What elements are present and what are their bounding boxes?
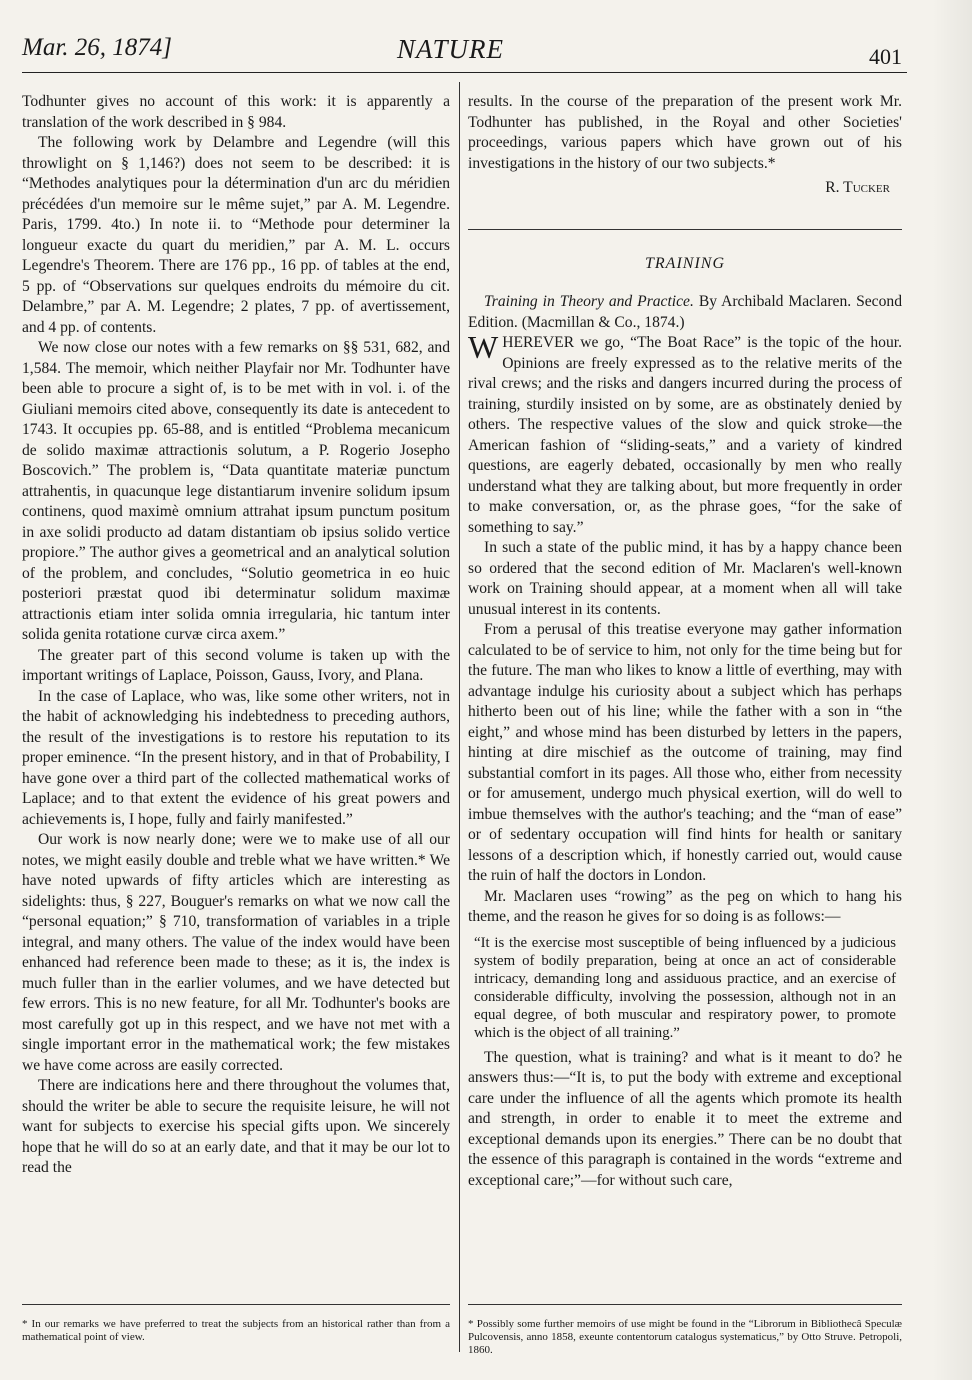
- journal-title: NATURE: [397, 34, 504, 64]
- paragraph: In such a state of the public mind, it has by a happy chance been so ordered that the second edition of Mr. Maclaren's well-known work on Training should appear, at a moment when all will take unusual interest in its contents.: [468, 539, 902, 618]
- drop-cap: W: [468, 329, 499, 365]
- paragraph: Todhunter gives no account of this work: it is apparently a translation of the work described in § 984.: [22, 93, 450, 131]
- paragraph: From a perusal of this treatise everyone may gather information calculated to be of service to him, not only for the time being but for the future. The man who likes to know a little of everthing, may with advantage indulge his curiosity about a subject which has perhaps hitherto been out of his line; while the father with a son in “the eight,” and whose mind has been disturbed by letters in the papers, hinting at dire mischief as the outcome of training, may find substantial comfort in its pages. All those who, either from necessity or for amusement, undergo much physical exertion, will do well to imbue themselves with the author's teaching; and the “man of ease” or of sedentary occupation will find hints for health or sanitary lessons of a description which, if honestly carried out, would cause the ruin of half the doctors in London.: [468, 621, 902, 884]
- left-column: [22, 92, 450, 1179]
- paragraph: There are indications here and there throughout the volumes that, should the writer be able to secure the requisite leisure, he will not want for subjects to exercise his special gifts upon. We sincerely hope that he will do so at an early date, and that it may be our lot to read the: [22, 1077, 450, 1176]
- paragraph: In the case of Laplace, who was, like some other writers, not in the habit of acknowledging his indebtedness to preceding authors, the result of the investigations is to restore his reputation to its proper eminence. “In the present history, and in that of Probability, I have gone over a third part of the collected mathematical works of Laplace; and to that extent the evidence of his great powers and achievements is, I hope, fully and fairly manifested.”: [22, 687, 450, 828]
- paragraph: The question, what is training? and what is it meant to do? he answers thus:—“It is, to put the body with extreme and exceptional care under the influence of all the agents which promote its health and strength, in order to enable it to meet the extreme and exceptional demands upon its energies.” There can be no doubt that the essence of this paragraph is contained in the words “extreme and exceptional care;”—for without such care,: [468, 1048, 902, 1189]
- paragraph: Our work is now nearly done; were we to make use of all our notes, we might easily double and treble what we have written.* We have noted upwards of fifty articles which are interesting as sidelights: thus, § 227, Bouguer's remarks on what we now call the “personal equation;” § 710, transformation of variables in a triple integral, and many others. The value of the index would have been enhanced had reference been made to these; as it is, the index is much fuller than in the earlier volumes, and we have detected but few errors. This is no new feature, for all Mr. Todhunter's books are most carefully got up in this respect, and we have not met with a single important error in the mathematical work; the few mistakes we have come across are easily corrected.: [22, 831, 450, 1074]
- page-header: [22, 34, 902, 68]
- book-title: Training in Theory and Practice.: [484, 293, 694, 310]
- author-signature: R. Tucker: [825, 179, 890, 196]
- paragraph-text: HEREVER we go, “The Boat Race” is the topic of the hour. Opinions are freely expressed as to the relative merits of the rival crews; and the risks and dangers incurred during the process of training, sturdily insisted on by some, are as obstinately denied by others. The respective values of the slow and quick stroke—the American fashion of “sliding-seats,” and a variety of kindred questions, are eagerly debated, occasionally by men who really understand what they are talking about, but more frequently in order to make conversation, or, as the phrase goes, “for the sake of something to say.”: [468, 334, 902, 536]
- page-number: 401: [869, 44, 902, 69]
- book-citation: [468, 292, 902, 333]
- block-quote: “It is the exercise most susceptible of being influenced by a judicious system of bodily preparation, being at once an act of considerable intricacy, demanding long and assiduous practice, and an exercise of considerable difficulty, involving the possession, although not in an equal degree, of both muscular and respiratory power, to promote which is the object of all training.”: [474, 934, 896, 1041]
- footnote-right: * Possibly some further memoirs of use might be found in the “Librorum in Bibliothecâ Speculæ Pulcovensis, anno 1858, exeunte contentorum catalogus systematicus,” by Otto Struve. Petropoli, 1860.: [468, 1318, 902, 1356]
- column-divider: [459, 82, 460, 1352]
- paragraph: The following work by Delambre and Legendre (will this throwlight on § 1,146?) does not seem to be described: it is “Methodes analytiques pour la détermination d'un arc du méridien précédées d'un memoire sur le même sujet,” par A. M. Legendre. Paris, 1799. 4to.) In note ii. to “Methode pour determiner la longueur exacte du quart du meridien,” par A. M. L. occurs Legendre's Theorem. There are 176 pp., 16 pp. of tables at the end, 5 pp. of “Observations sur quelques endroits du mémoire du cit. Delambre,” par A. M. Legendre; 2 plates, 7 pp. of avertissement, and 4 pp. of contents.: [22, 134, 450, 336]
- paragraph: The greater part of this second volume is taken up with the important writings of Laplace, Poisson, Gauss, Ivory, and Plana.: [22, 646, 450, 684]
- paragraph: Mr. Maclaren uses “rowing” as the peg on which to hang his theme, and the reason he gives for so doing is as follows:—: [468, 887, 902, 925]
- book-details: By Archibald Maclaren. Second Edition. (Macmillan & Co., 1874.): [468, 293, 902, 331]
- page-edge-shadow: [932, 0, 972, 1380]
- section-divider: [468, 229, 902, 230]
- paragraph: We now close our notes with a few remarks on §§ 531, 682, and 1,584. The memoir, which neither Playfair nor Mr. Todhunter have been able to procure a sight of, is to be met with in vol. i. of the Giuliani memoirs cited above, consequently its date is antecedent to 1743. It occupies pp. 65-88, and is entitled “Problema mecanicum de solido maximæ attractionis solutum, a P. Rogerio Josepho Boscovich.” The problem is, “Data quantitate materiæ punctum attrahentis, in quacunque lege distantiarum invenire solidum ipsum continens, quod maximè omnium attrahat ipsum punctum positum in axe solidi producto ad datam distantiam ob ipsius solido vertice propiore.” The author gives a geometrical and an analytical solution of the problem, and concludes, “Solutio geometrica in eo huic posteriori præstat quod ibi determinatur solidum maximæ attractionis etiam inter solida omnia irregularia, hic tantum inter solida genita rotatione curvæ circa axem.”: [22, 339, 450, 643]
- paragraph: results. In the course of the preparation of the present work Mr. Todhunter has published, in the Royal and other Societies' proceedings, various papers which have grown out of his investigations in the history of our two subjects.*: [468, 93, 902, 172]
- section-title: TRAINING: [645, 254, 725, 272]
- right-column: [468, 92, 902, 1191]
- footnote-left: * In our remarks we have preferred to treat the subjects from an historical rather than from a mathematical point of view.: [22, 1318, 450, 1343]
- footnote-rule: [468, 1304, 902, 1305]
- issue-date: Mar. 26, 1874]: [22, 34, 173, 61]
- header-rule: [22, 72, 907, 73]
- footnote-rule: [22, 1304, 450, 1305]
- paragraph: [468, 329, 902, 538]
